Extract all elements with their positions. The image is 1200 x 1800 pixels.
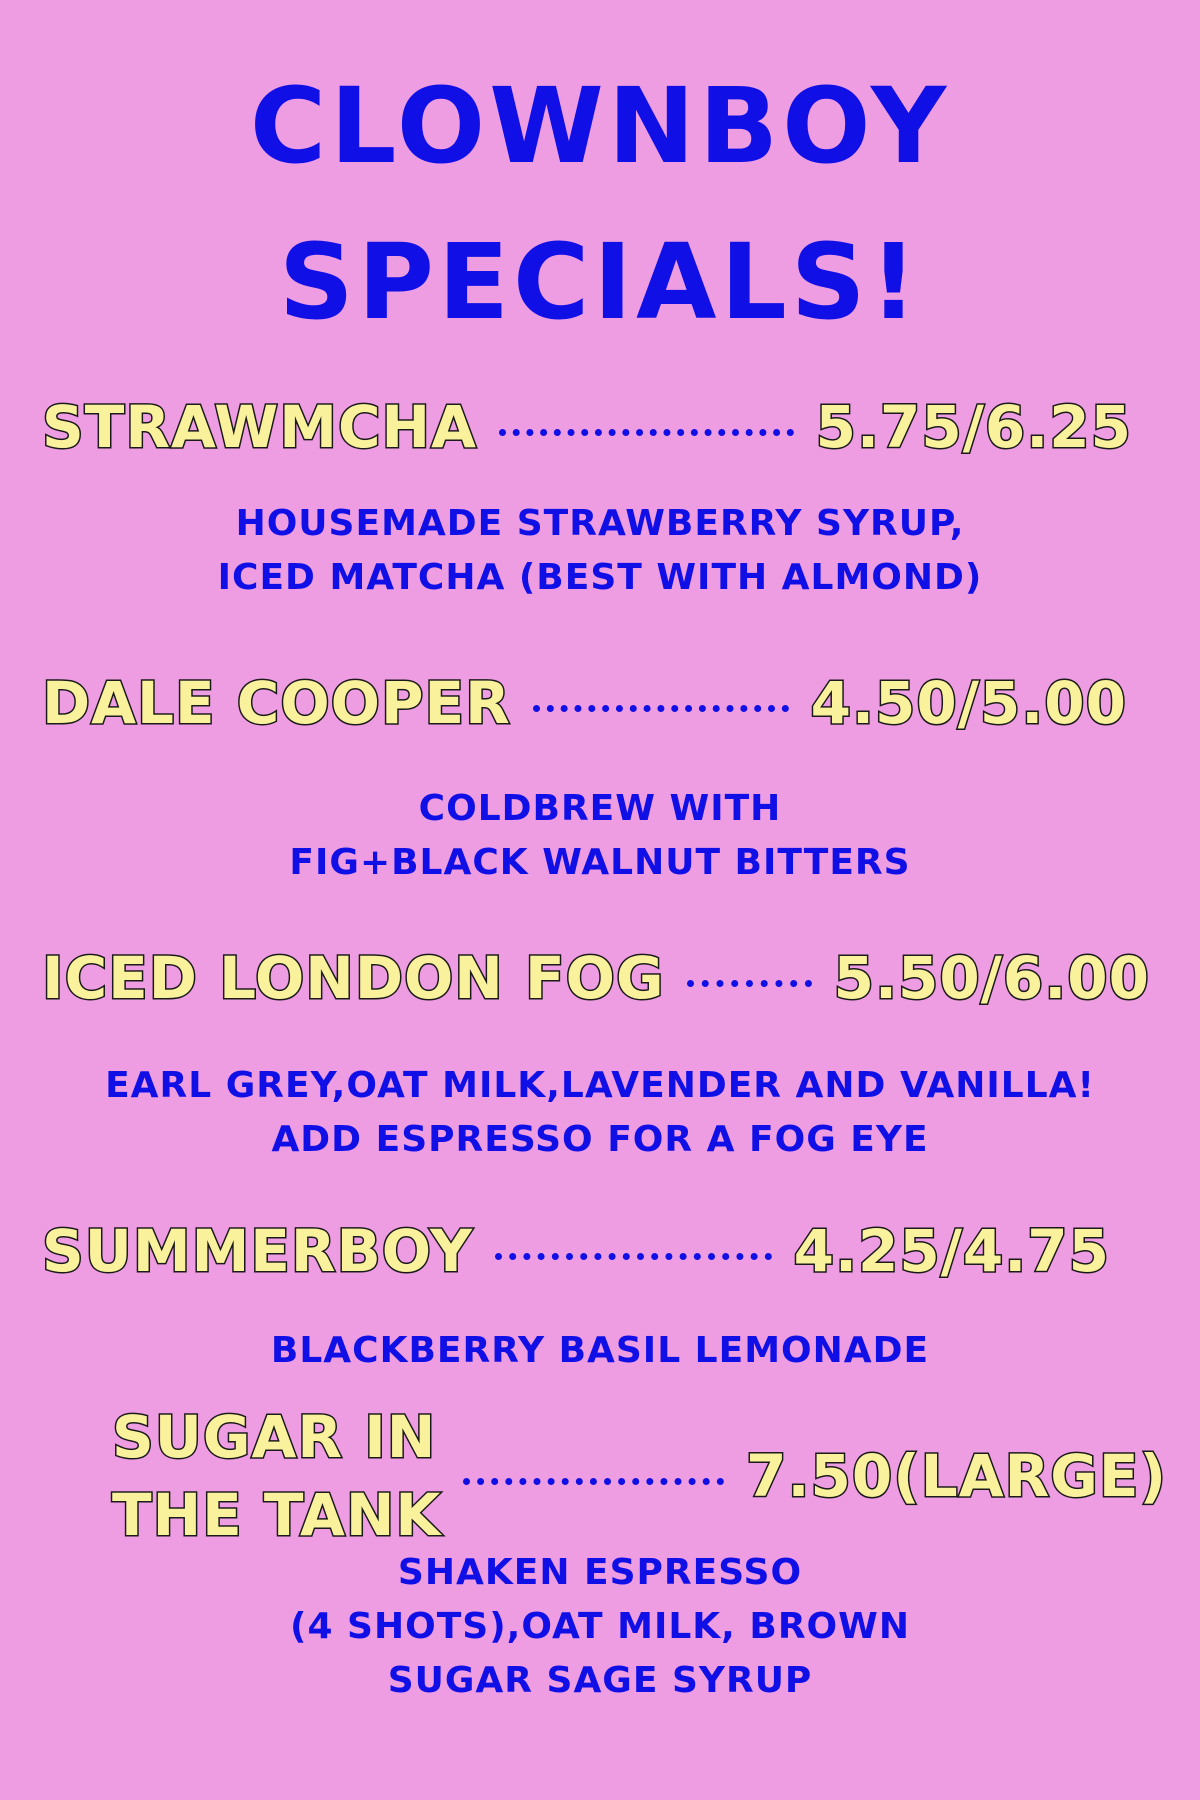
item-description: [0, 782, 1200, 890]
description-line: BLACKBERRY BASIL LEMONADE: [270, 1330, 930, 1371]
description-line: EARL GREY,OAT MILK,LAVENDER AND VANILLA!: [105, 1065, 1095, 1106]
item-description: [0, 1324, 1200, 1378]
item-price: 4.25/4.75: [793, 1217, 1110, 1285]
dotted-leader: [533, 705, 789, 712]
item-name: STRAWMCHA: [42, 393, 477, 461]
item-name: [112, 1398, 441, 1554]
menu-item-dale-cooper: [42, 670, 1127, 736]
item-name: ICED LONDON FOG: [42, 944, 665, 1012]
description-line: HOUSEMADE STRAWBERRY SYRUP,: [235, 503, 965, 544]
menu-item-summerboy: [42, 1218, 1110, 1284]
item-description: [0, 497, 1200, 605]
menu-item-iced-london-fog: [42, 945, 1150, 1011]
menu-item-sugar-in-the-tank: [112, 1398, 1167, 1554]
item-price: 4.50/5.00: [810, 669, 1127, 737]
item-name-line: THE TANK: [112, 1481, 442, 1549]
description-line: SUGAR SAGE SYRUP: [387, 1660, 813, 1701]
description-line: FIG+BLACK WALNUT BITTERS: [289, 842, 911, 883]
item-description: [0, 1546, 1200, 1708]
item-price: 5.50/6.00: [833, 944, 1150, 1012]
item-name: SUMMERBOY: [42, 1217, 474, 1285]
dotted-leader: [687, 980, 812, 987]
menu-title-line-2: SPECIALS!: [278, 221, 922, 343]
item-price: 7.50(LARGE): [746, 1442, 1167, 1510]
item-name-line: SUGAR IN: [112, 1403, 437, 1471]
description-line: ADD ESPRESSO FOR A FOG EYE: [271, 1119, 929, 1160]
description-line: SHAKEN ESPRESSO: [397, 1552, 803, 1593]
dotted-leader: [463, 1478, 724, 1485]
item-description: [0, 1059, 1200, 1167]
description-line: ICED MATCHA (BEST WITH ALMOND): [217, 557, 983, 598]
dotted-leader: [499, 429, 794, 436]
menu-title-line-1: CLOWNBOY: [249, 65, 951, 187]
item-name: DALE COOPER: [42, 669, 511, 737]
dotted-leader: [495, 1253, 772, 1260]
description-line: COLDBREW WITH: [418, 788, 782, 829]
item-price: 5.75/6.25: [815, 393, 1132, 461]
menu-item-strawmcha: [42, 394, 1132, 460]
description-line: (4 SHOTS),OAT MILK, BROWN: [290, 1606, 910, 1647]
